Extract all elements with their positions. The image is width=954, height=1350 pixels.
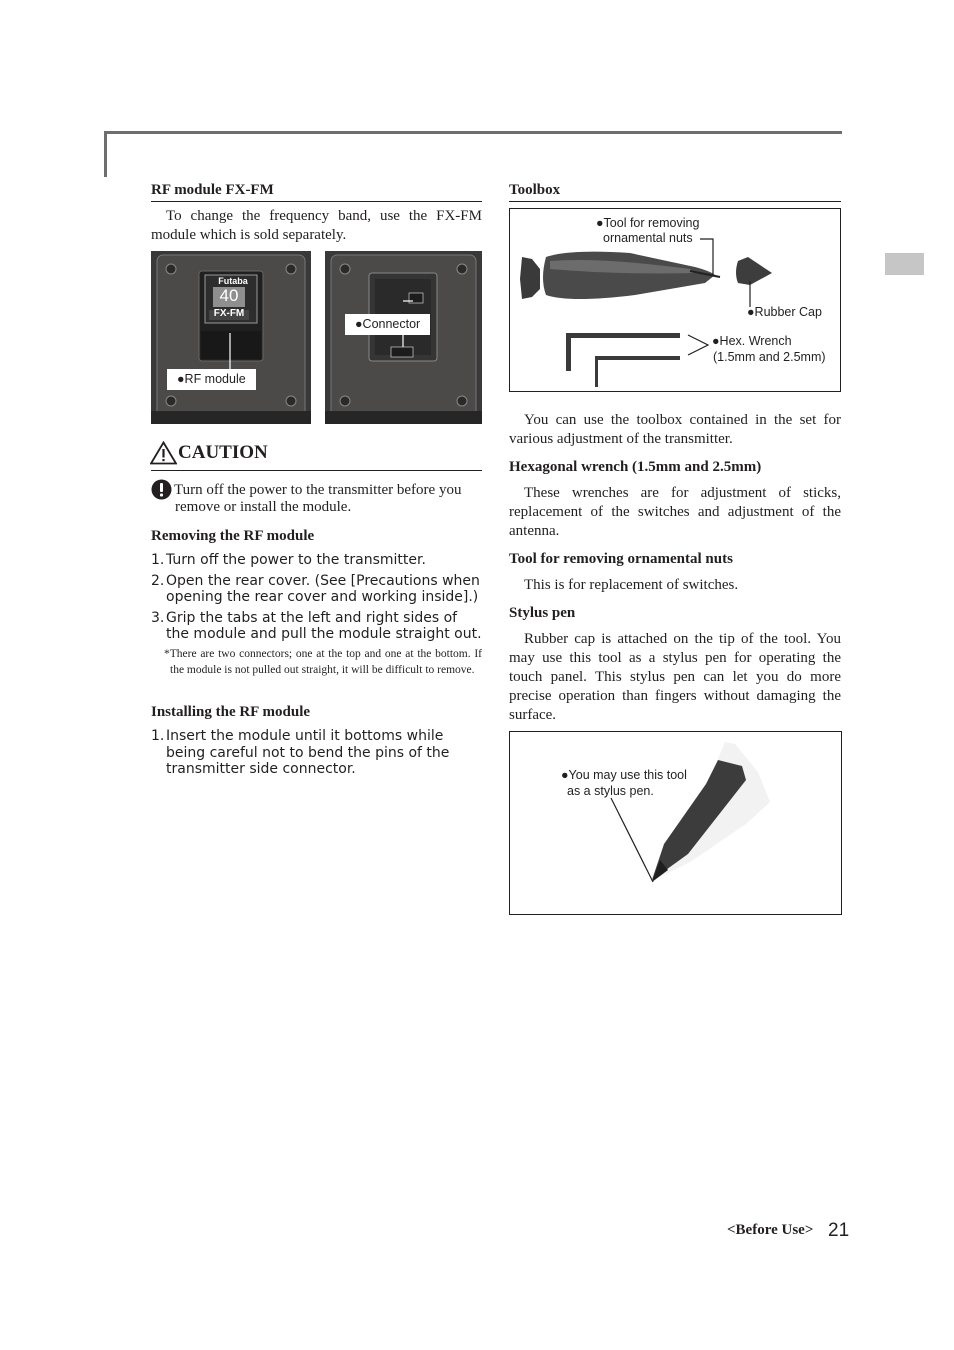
module-brand-label: Futaba <box>218 276 248 286</box>
stylus-label-line1: ●You may use this tool <box>561 768 687 782</box>
tool-label-line2: ornamental nuts <box>603 231 693 245</box>
caution-rule <box>151 470 482 471</box>
module-number-label: 40 <box>219 286 239 305</box>
step-text: Insert the module until it bottoms while being careful not to bend the pins of the transmitter side connector. <box>166 728 450 777</box>
toolbox-heading: Toolbox <box>509 181 841 202</box>
step-text: Turn off the power to the transmitter. <box>166 552 426 568</box>
step-text: Open the rear cover. (See [Precautions when opening the rear cover and working inside].) <box>166 572 480 605</box>
stylus-illustration <box>510 732 840 913</box>
removing-heading: Removing the RF module <box>151 528 315 544</box>
hex-wrench-heading: Hexagonal wrench (1.5mm and 2.5mm) <box>509 459 762 475</box>
toolbox-figure <box>509 208 841 392</box>
step-number: 3. <box>151 609 165 626</box>
stylus-heading: Stylus pen <box>509 605 576 621</box>
toolbox-text: You can use the toolbox contained in the set for various adjustment of the transmitter. <box>509 412 841 447</box>
step-number: 2. <box>151 572 165 589</box>
nut-tool-heading: Tool for removing ornamental nuts <box>509 551 733 567</box>
list-item <box>151 728 482 778</box>
caution-heading: CAUTION <box>178 442 268 463</box>
list-item <box>151 573 482 606</box>
list-item <box>151 552 482 569</box>
list-item <box>151 610 482 643</box>
warning-triangle-icon <box>150 441 177 465</box>
rf-module-heading: RF module FX-FM <box>151 181 482 202</box>
connector-photo-graphic <box>325 251 482 424</box>
step-number: 1. <box>151 552 165 568</box>
stylus-text: Rubber cap is attached on the tip of the tool. You may use this tool as a stylus pen for operating the touch panel. This stylus pen can let you do more precise operation than fingers without damaging the surface. <box>509 631 841 723</box>
header-frame <box>104 131 842 177</box>
tool-label-line1: ●Tool for removing <box>596 216 700 230</box>
rf-module-callout: ●RF module <box>167 369 256 390</box>
section-label: <Before Use> <box>727 1222 814 1238</box>
removing-note: *There are two connectors; one at the top and one at the bottom. If the module is not pulled out straight, it will be difficult to remove. <box>164 648 482 676</box>
installing-steps-list <box>151 728 482 782</box>
caution-text: Turn off the power to the transmitter before you remove or install the module. <box>174 482 462 515</box>
stylus-label-line2: as a stylus pen. <box>567 784 654 798</box>
stylus-figure <box>509 731 842 915</box>
step-text: Grip the tabs at the left and right sides of the module and pull the module straight out. <box>166 609 482 642</box>
connector-callout: ●Connector <box>345 314 430 335</box>
installing-heading: Installing the RF module <box>151 704 311 720</box>
removing-steps-list <box>151 552 482 647</box>
nut-tool-text: This is for replacement of switches. <box>524 577 739 593</box>
connector-photo <box>325 251 482 424</box>
rf-module-text: To change the frequency band, use the FX-FM module which is sold separately. <box>151 208 482 243</box>
hex-wrench-label-line2: (1.5mm and 2.5mm) <box>713 350 826 364</box>
module-model-label: FX-FM <box>213 308 245 319</box>
hex-wrench-text: These wrenches are for adjustment of sticks, replacement of the switches and adjustment of the antenna. <box>509 485 841 539</box>
page-number: 21 <box>828 1220 850 1241</box>
rf-module-photo <box>151 251 311 424</box>
step-number: 1. <box>151 728 165 744</box>
chapter-tab <box>885 253 924 275</box>
exclamation-icon <box>151 479 172 500</box>
hex-wrench-label-line1: ●Hex. Wrench <box>712 334 792 348</box>
rubber-cap-label: ●Rubber Cap <box>747 305 822 319</box>
